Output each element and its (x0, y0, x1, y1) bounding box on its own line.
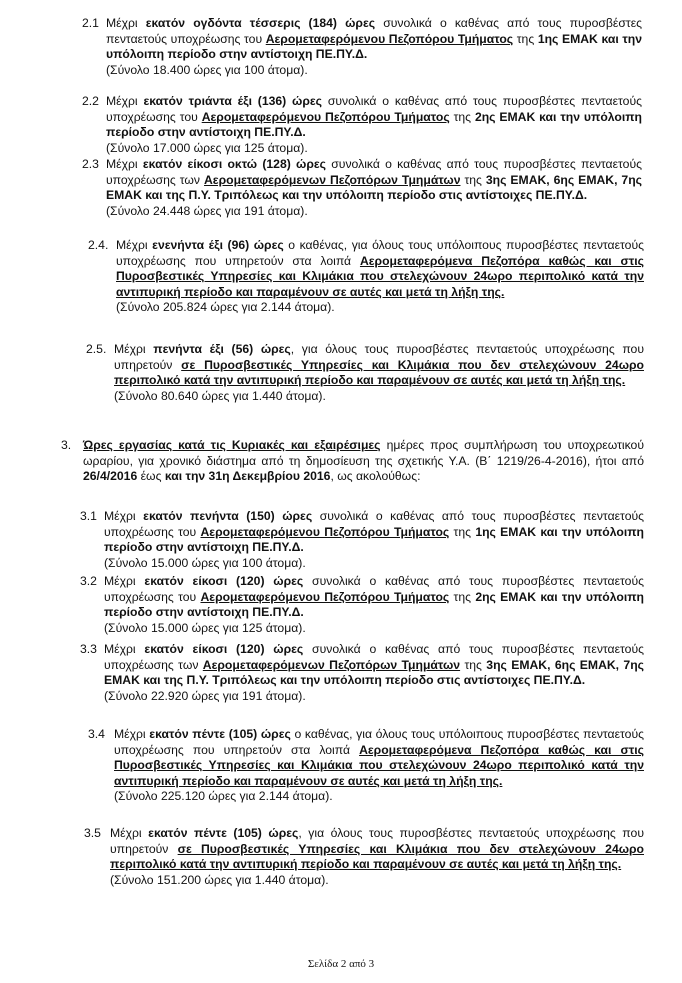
paragraph-2-4: 2.4. Μέχρι ενενήντα έξι (96) ώρες ο καθένας, για όλους τους υπόλοιπους πυροσβέστες πενταετούς υποχρέωσης που υπηρετούν στα λοιπά Αερομεταφερόμενα Πεζοπόρα καθώς και στις Πυροσβεστικές Υπηρεσίες και Κλιμάκια που στελεχώνουν 24ωρο περιπολικό κατά την αντιπυρική περίοδο και παραμένουν σε αυτές και μετά τη λήξη της. (Σύνολο 205.824 ώρες για 2.144 άτομα). (88, 238, 644, 315)
hours-limit: εκατόν πέντε (105) ώρες (148, 826, 299, 840)
paragraph-number: 3.3 (80, 642, 97, 656)
paragraph-number: 3.5 (84, 826, 101, 840)
total-line: (Σύνολο 15.000 ώρες για 100 άτομα). (104, 555, 306, 570)
end-date: και την 31η Δεκεμβρίου 2016 (164, 469, 331, 484)
hours-limit: πενήντα έξι (56) ώρες (153, 342, 291, 356)
hours-limit: εκατόν είκοσι (120) ώρες (144, 574, 304, 588)
unit-name: Αερομεταφερόμενου Πεζοπόρου Τμήματος (200, 589, 450, 604)
total-line: (Σύνολο 22.920 ώρες για 191 άτομα). (104, 688, 306, 703)
section-number: 3. (61, 438, 72, 452)
total-line: (Σύνολο 17.000 ώρες για 125 άτομα). (106, 140, 308, 155)
unit-name: σε Πυροσβεστικές Υπηρεσίες και Κλιμάκια που δεν στελεχώνουν 24ωρο περιπολικό κατά την αντιπυρική περίοδο και παραμένουν σε αυτές και μετά τη λήξη της. (114, 357, 644, 388)
total-line: (Σύνολο 18.400 ώρες για 100 άτομα). (106, 62, 308, 77)
hours-limit: εκατόν πέντε (105) ώρες (149, 727, 291, 741)
paragraph-3-5: 3.5 Μέχρι εκατόν πέντε (105) ώρες, για όλους τους πυροσβέστες πενταετούς υποχρέωσης που υπηρετούν σε Πυροσβεστικές Υπηρεσίες και Κλιμάκια που δεν στελεχώνουν 24ωρο περιπολικό κατά την αντιπυρική περίοδο και παραμένουν σε αυτές και μετά τη λήξη της. (Σύνολο 151.200 ώρες για 1.440 άτομα). (84, 826, 644, 887)
paragraph-number: 3.4 (88, 727, 105, 741)
start-date: 26/4/2016 (83, 469, 138, 484)
paragraph-2-3: 2.3 Μέχρι εκατόν είκοσι οκτώ (128) ώρες συνολικά ο καθένας από τους πυροσβέστες πενταετούς υποχρέωσης των Αερομεταφερόμενων Πεζοπόρων Τμημάτων της 3ης ΕΜΑΚ, 6ης ΕΜΑΚ, 7ης ΕΜΑΚ και της Π.Υ. Τριπόλεως και την υπόλοιπη περίοδο στις αντίστοιχες ΠΕ.ΠΥ.Δ. (Σύνολο 24.448 ώρες για 191 άτομα). (82, 157, 642, 218)
paragraph-number: 2.1 (82, 16, 99, 30)
paragraph-3-2: 3.2 Μέχρι εκατόν είκοσι (120) ώρες συνολικά ο καθένας από τους πυροσβέστες πενταετούς υποχρέωσης του Αερομεταφερόμενου Πεζοπόρου Τμήματος της 2ης ΕΜΑΚ και την υπόλοιπη περίοδο στην αντίστοιχη ΠΕ.ΠΥ.Δ. (Σύνολο 15.000 ώρες για 125 άτομα). (80, 574, 644, 635)
unit-name: Αερομεταφερόμενα Πεζοπόρα καθώς και στις Πυροσβεστικές Υπηρεσίες και Κλιμάκια που στελεχώνουν 24ωρο περιπολικό κατά την αντιπυρική περίοδο και παραμένουν σε αυτές και μετά τη λήξη της. (114, 742, 644, 788)
paragraph-number: 2.4. (88, 238, 109, 252)
section-3: 3. Ώρες εργασίας κατά τις Κυριακές και εξαιρέσιμες ημέρες προς συμπλήρωση του υποχρεωτικού ωραρίου, για χρονικό διάστημα από τη δημοσίευση της σχετικής Υ.Α. (Β΄ 1219/26-4-2016), ήτοι από 26/4/2016 έως και την 31η Δεκεμβρίου 2016, ως ακολούθως: (61, 438, 644, 484)
total-line: (Σύνολο 205.824 ώρες για 2.144 άτομα). (116, 300, 335, 315)
paragraph-3-1: 3.1 Μέχρι εκατόν πενήντα (150) ώρες συνολικά ο καθένας από τους πυροσβέστες πενταετούς υποχρέωσης του Αερομεταφερόμενου Πεζοπόρου Τμήματος της 1ης ΕΜΑΚ και την υπόλοιπη περίοδο στην αντίστοιχη ΠΕ.ΠΥ.Δ. (Σύνολο 15.000 ώρες για 100 άτομα). (80, 509, 645, 570)
total-line: (Σύνολο 80.640 ώρες για 1.440 άτομα). (114, 388, 326, 403)
total-line: (Σύνολο 151.200 ώρες για 1.440 άτομα). (110, 872, 329, 887)
paragraph-number: 2.5. (86, 342, 107, 356)
hours-limit: εκατόν είκοσι οκτώ (128) ώρες (142, 157, 327, 171)
unit-name: σε Πυροσβεστικές Υπηρεσίες και Κλιμάκια που δεν στελεχώνουν 24ωρο περιπολικό κατά την αντιπυρική περίοδο και παραμένουν σε αυτές και μετά τη λήξη της. (110, 841, 644, 872)
unit-name: Αερομεταφερόμενου Πεζοπόρου Τμήματος (201, 109, 450, 124)
paragraph-3-3: 3.3 Μέχρι εκατόν είκοσι (120) ώρες συνολικά ο καθένας από τους πυροσβέστες πενταετούς υποχρέωσης των Αερομεταφερόμενων Πεζοπόρων Τμημάτων της 3ης ΕΜΑΚ, 6ης ΕΜΑΚ, 7ης ΕΜΑΚ και της Π.Υ. Τριπόλεως και την υπόλοιπη περίοδο στις αντίστοιχες ΠΕ.ΠΥ.Δ. (Σύνολο 22.920 ώρες για 191 άτομα). (80, 642, 644, 703)
unit-name: Αερομεταφερόμενων Πεζοπόρων Τμημάτων (204, 172, 461, 187)
total-line: (Σύνολο 15.000 ώρες για 125 άτομα). (104, 620, 306, 635)
paragraph-number: 3.2 (80, 574, 97, 588)
hours-limit: εκατόν πενήντα (150) ώρες (143, 509, 313, 523)
unit-name: Αερομεταφερόμενα Πεζοπόρα καθώς και στις Πυροσβεστικές Υπηρεσίες και Κλιμάκια που στελεχώνουν 24ωρο περιπολικό κατά την αντιπυρική περίοδο και παραμένουν σε αυτές και μετά τη λήξη της. (116, 253, 644, 299)
unit-name: Αερομεταφερόμενου Πεζοπόρου Τμήματος (200, 524, 450, 539)
unit-name: Αερομεταφερόμενου Πεζοπόρου Τμήματος (265, 31, 514, 46)
paragraph-number: 2.3 (82, 157, 99, 171)
paragraph-3-4: 3.4 Μέχρι εκατόν πέντε (105) ώρες ο καθένας, για όλους τους υπόλοιπους πυροσβέστες πενταετούς υποχρέωσης που υπηρετούν στα λοιπά Αερομεταφερόμενα Πεζοπόρα καθώς και στις Πυροσβεστικές Υπηρεσίες και Κλιμάκια που στελεχώνουν 24ωρο περιπολικό κατά την αντιπυρική περίοδο και παραμένουν σε αυτές και μετά τη λήξη της. (Σύνολο 225.120 ώρες για 2.144 άτομα). (88, 727, 644, 804)
page-footer: Σελίδα 2 από 3 (307, 958, 375, 970)
paragraph-number: 3.1 (80, 509, 97, 523)
paragraph-2-1: 2.1 Μέχρι εκατόν ογδόντα τέσσερις (184) ώρες συνολικά ο καθένας από τους πυροσβέστες πενταετούς υποχρέωσης του Αερομεταφερόμενου Πεζοπόρου Τμήματος της 1ης ΕΜΑΚ και την υπόλοιπη περίοδο στην αντίστοιχη ΠΕ.ΠΥ.Δ. (Σύνολο 18.400 ώρες για 100 άτομα). (82, 16, 643, 77)
hours-limit: ενενήντα έξι (96) ώρες (152, 238, 284, 252)
unit-name: Αερομεταφερόμενων Πεζοπόρων Τμημάτων (202, 657, 461, 672)
total-line: (Σύνολο 225.120 ώρες για 2.144 άτομα). (114, 789, 333, 804)
hours-limit: εκατόν ογδόντα τέσσερις (184) ώρες (145, 16, 376, 30)
paragraph-number: 2.2 (82, 94, 99, 108)
hours-limit: εκατόν τριάντα έξι (136) ώρες (143, 94, 323, 108)
paragraph-2-5: 2.5. Μέχρι πενήντα έξι (56) ώρες, για όλους τους πυροσβέστες πενταετούς υποχρέωσης που υπηρετούν σε Πυροσβεστικές Υπηρεσίες και Κλιμάκια που δεν στελεχώνουν 24ωρο περιπολικό κατά την αντιπυρική περίοδο και παραμένουν σε αυτές και μετά τη λήξη της. (Σύνολο 80.640 ώρες για 1.440 άτομα). (86, 342, 644, 403)
section-title: Ώρες εργασίας κατά τις Κυριακές και εξαιρέσιμες (83, 438, 381, 452)
total-line: (Σύνολο 24.448 ώρες για 191 άτομα). (106, 203, 308, 218)
paragraph-2-2: 2.2 Μέχρι εκατόν τριάντα έξι (136) ώρες συνολικά ο καθένας από τους πυροσβέστες πενταετούς υποχρέωσης του Αερομεταφερόμενου Πεζοπόρου Τμήματος της 2ης ΕΜΑΚ και την υπόλοιπη περίοδο στην αντίστοιχη ΠΕ.ΠΥ.Δ. (Σύνολο 17.000 ώρες για 125 άτομα). (82, 94, 642, 155)
hours-limit: εκατόν είκοσι (120) ώρες (144, 642, 304, 656)
